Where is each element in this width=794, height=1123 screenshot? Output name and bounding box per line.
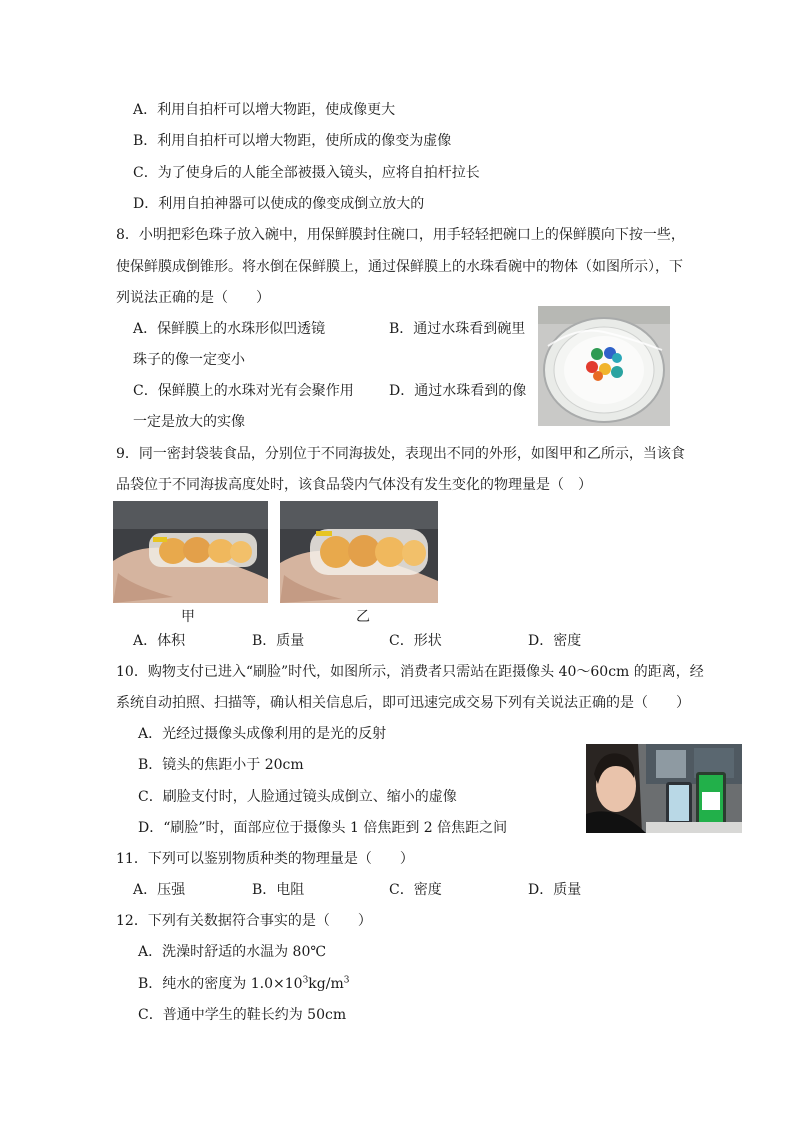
q9-stem-line1: 9．同一密封袋装食品，分别位于不同海拔处，表现出不同的外形，如图甲和乙所示，当该食 xyxy=(116,446,685,462)
q7-option-b: B．利用自拍杆可以增大物距，使所成的像变为虚像 xyxy=(133,133,452,149)
bowl-beads-image xyxy=(538,306,670,426)
q12-option-a: A．洗澡时舒适的水温为 80℃ xyxy=(138,944,327,960)
q11-option-c: C．密度 xyxy=(389,882,442,898)
q11-option-d: D．质量 xyxy=(528,882,582,898)
q8-option-d: D．通过水珠看到的像 xyxy=(389,383,527,399)
q8-stem-line2: 使保鲜膜成倒锥形。将水倒在保鲜膜上，通过保鲜膜上的水珠看碗中的物体（如图所示），下 xyxy=(116,259,683,275)
q7-option-d: D．利用自拍神器可以使成的像变成倒立放大的 xyxy=(133,196,425,212)
q12-option-b-text: B．纯水的密度为 1.0×10 xyxy=(138,976,303,992)
caption-yi: 乙 xyxy=(356,609,370,625)
q11-stem: 11．下列可以鉴别物质种类的物理量是（ ） xyxy=(116,851,414,867)
q12-option-b-unit: kg/m xyxy=(308,976,344,992)
q9-stem-line2: 品袋位于不同海拔高度处时，该食品袋内气体没有发生变化的物理量是（ ） xyxy=(116,477,592,493)
q10-option-a: A．光经过摄像头成像利用的是光的反射 xyxy=(138,726,387,742)
food-bag-yi-image xyxy=(280,501,438,603)
q12-option-b-exponent: 3 xyxy=(302,975,309,986)
q8-stem-line1: 8．小明把彩色珠子放入碗中，用保鲜膜封住碗口，用手轻轻把碗口上的保鲜膜向下按一些， xyxy=(116,227,685,243)
q8-option-d-continued: 一定是放大的实像 xyxy=(133,414,245,430)
q9-option-d: D．密度 xyxy=(528,633,582,649)
q10-option-b: B．镜头的焦距小于 20cm xyxy=(138,757,304,773)
food-bag-jia-image xyxy=(113,501,268,603)
q12-option-b-unit-exponent: 3 xyxy=(343,975,350,986)
q10-stem-line2: 系统自动拍照、扫描等，确认相关信息后，即可迅速完成交易下列有关说法正确的是（ ） xyxy=(116,695,690,711)
q11-option-a: A．压强 xyxy=(133,882,186,898)
q8-option-c: C．保鲜膜上的水珠对光有会聚作用 xyxy=(133,383,354,399)
q10-option-d: D．“刷脸”时，面部应位于摄像头 1 倍焦距到 2 倍焦距之间 xyxy=(138,820,508,836)
q8-option-b: B．通过水珠看到碗里 xyxy=(389,321,526,337)
q11-option-b: B．电阻 xyxy=(252,882,305,898)
q7-option-c: C．为了使身后的人能全部被摄入镜头，应将自拍杆拉长 xyxy=(133,165,480,181)
q8-option-a: A．保鲜膜上的水珠形似凹透镜 xyxy=(133,321,326,337)
q8-option-b-continued: 珠子的像一定变小 xyxy=(133,352,245,368)
q10-stem-line1: 10．购物支付已进入“刷脸”时代，如图所示，消费者只需站在距摄像头 40～60cm 的距离，经 xyxy=(116,664,704,680)
q12-option-c: C．普通中学生的鞋长约为 50cm xyxy=(138,1007,347,1023)
caption-jia: 甲 xyxy=(181,609,195,625)
face-payment-image xyxy=(586,744,742,833)
q9-option-a: A．体积 xyxy=(133,633,186,649)
q7-option-a: A．利用自拍杆可以增大物距，使成像更大 xyxy=(133,102,396,118)
q9-option-c: C．形状 xyxy=(389,633,442,649)
q12-option-b xyxy=(138,974,349,994)
q8-stem-line3: 列说法正确的是（ ） xyxy=(116,290,270,306)
q12-stem: 12．下列有关数据符合事实的是（ ） xyxy=(116,913,372,929)
q9-option-b: B．质量 xyxy=(252,633,305,649)
q10-option-c: C．刷脸支付时，人脸通过镜头成倒立、缩小的虚像 xyxy=(138,789,457,805)
